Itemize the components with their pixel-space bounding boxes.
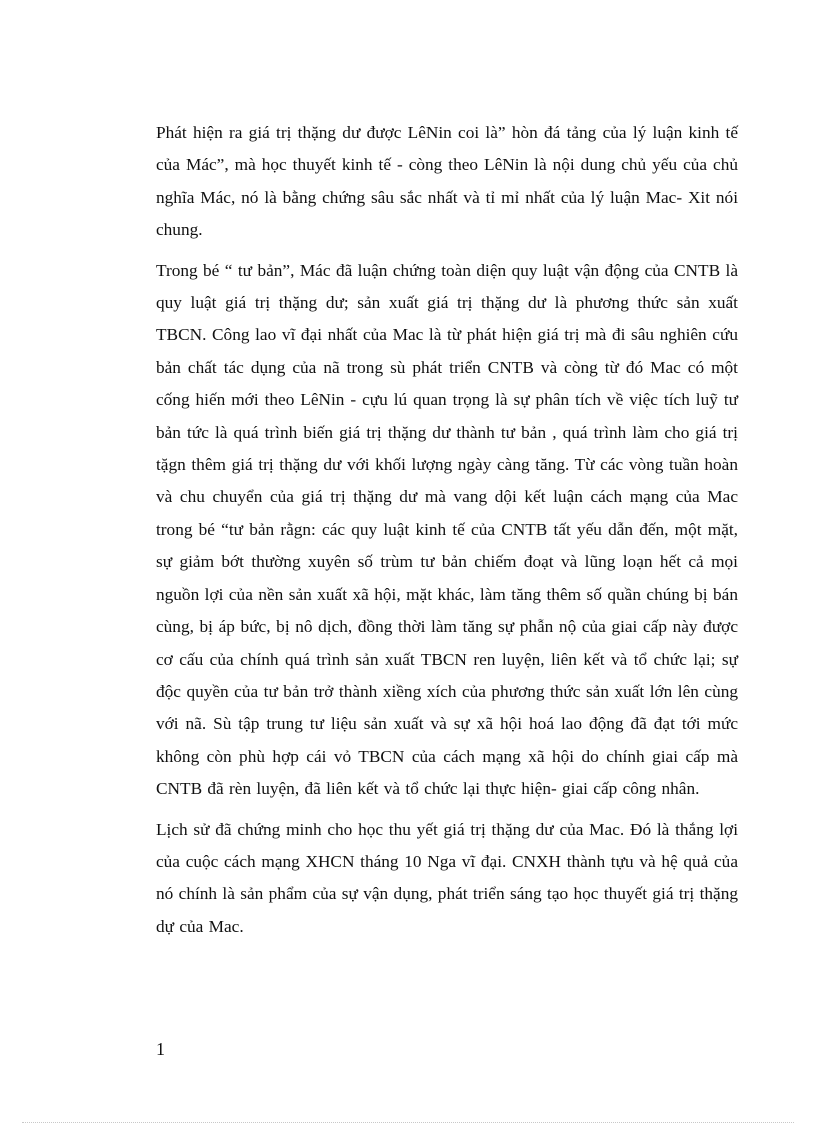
- paragraph-3: Lịch sử đã chứng minh cho học thu yết giá trị thặng dư của Mac. Đó là thắng lợi của cuộc cách mạng XHCN tháng 10 Nga vĩ đại. CNXH thành tựu và hệ quả của nó chính là sản phẩm của sự vận dụng, phát triển sáng tạo học thuyết giá trị thặng dự của Mac.: [156, 819, 738, 936]
- body-text: [156, 117, 738, 951]
- page-number: 1: [156, 1039, 165, 1059]
- paragraph-2: Trong bé “ tư bản”, Mác đã luận chứng toàn diện quy luật vận động của CNTB là quy luật giá trị thặng dư; sản xuất giá trị thặng dư là phương thức sản xuất TBCN. Công lao vĩ đại nhất của Mac là từ phát hiện giá trị mà đi sâu nghiên cứu bản chất tác dụng của nã trong sù phát triển CNTB và còng từ đó Mac có một cống hiến mới theo LêNin - cựu lú quan trọng là sự phân tích về việc tích luỹ tư bản tức là quá trình biến giá trị thặng dư thành tư bản , quá trình làm cho giá trị tặgn thêm giá trị thặng dư với khối lượng ngày càng tăng. Từ các vòng tuần hoàn và chu chuyển của giá trị thặng dư mà vang dội kết luận cách mạng của Mac trong bé “tư bản rằgn: các quy luật kinh tế của CNTB tất yếu dẫn đến, một mặt, sự giảm bớt thường xuyên số trùm tư bản chiếm đoạt và lũng loạn hết cả mọi nguồn lợi của nền sản xuất xã hội, mặt khác, làm tăng thêm số quần chúng bị bán cùng, bị áp bức, bị nô dịch, đồng thời làm tăng sự phẫn nộ của giai cấp này được cơ cấu của chính quá trình sản xuất TBCN ren luyện, liên kết và tổ chức lại; sự độc quyền của tư bản trở thành xiềng xích của phương thức sản xuất lớn lên cùng với nã. Sù tập trung tư liệu sản xuất và sự xã hội hoá lao động đã đạt tới mức không còn phù hợp cái vỏ TBCN của cách mạng xã hội do chính giai cấp mà CNTB đã rèn luyện, đã liên kết và tổ chức lại thực hiện- giai cấp công nhân.: [156, 260, 738, 799]
- paragraph-1: Phát hiện ra giá trị thặng dư được LêNin coi là” hòn đá tảng của lý luận kinh tế của Mác”, mà học thuyết kinh tế - còng theo LêNin là nội dung chủ yếu của chủ nghĩa Mác, nó là bằng chứng sâu sắc nhất và tỉ mỉ nhất của lý luận Mac- Xit nói chung.: [156, 123, 738, 240]
